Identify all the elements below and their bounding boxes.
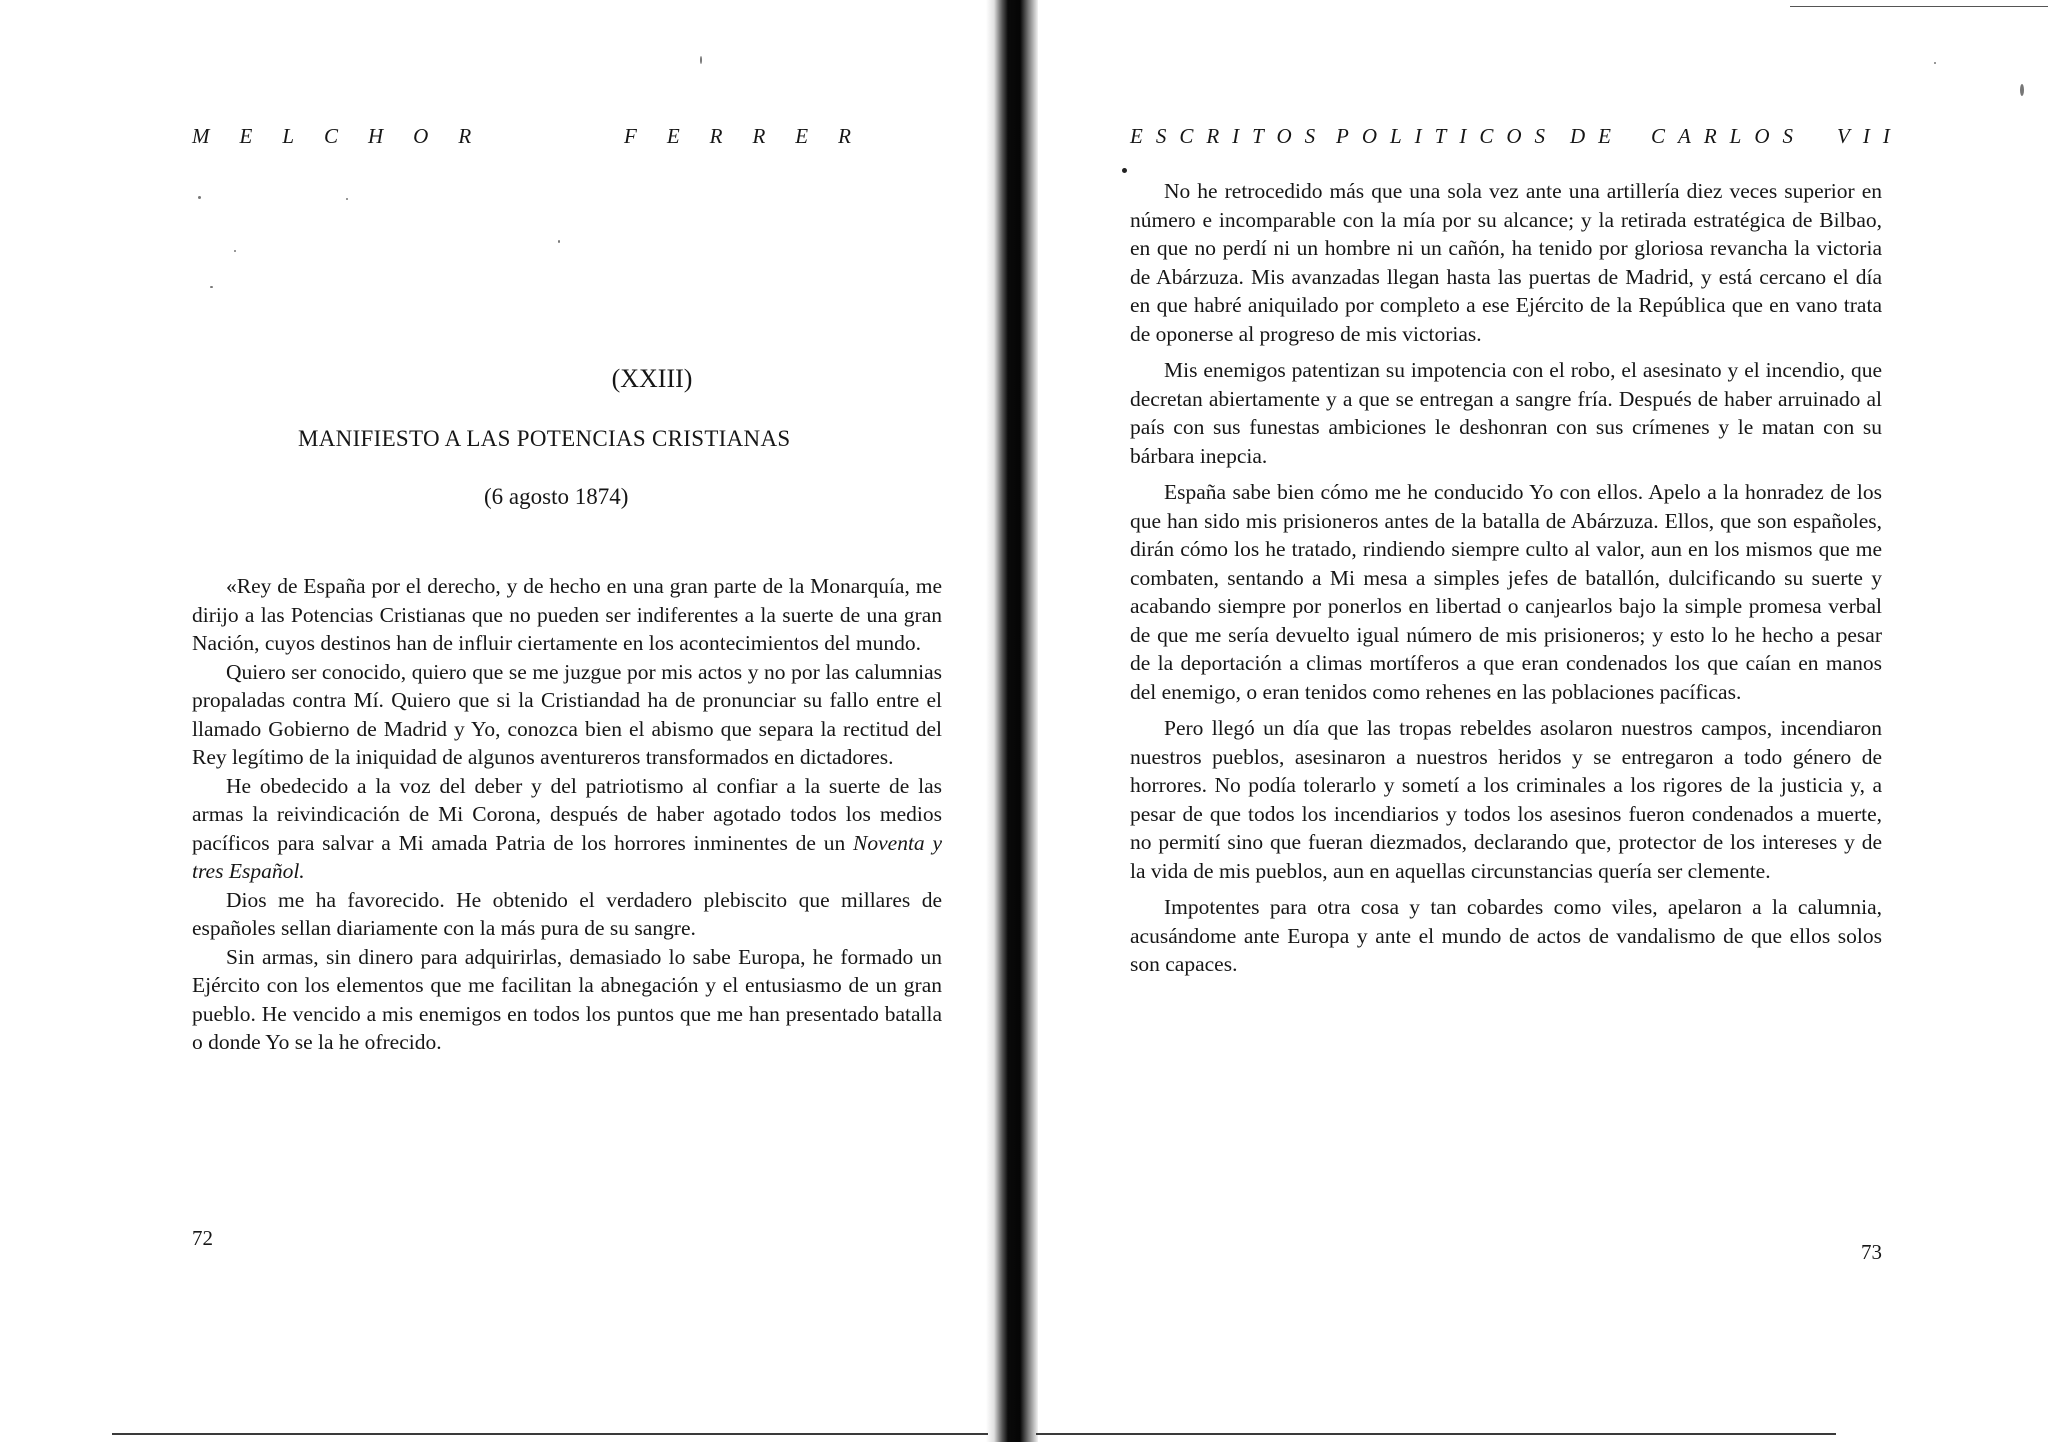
paragraph: España sabe bien cómo me he conducido Yo con ellos. Apelo a la honradez de los que han sido mis prisioneros antes de la batalla de Abárzuza. Ellos, que son españoles, dirán cómo los he tratado, rindiendo siempre culto al valor, aun en los mismos que me combaten, sentando a Mi mesa a simples jefes de batallón, dulcificando su suerte y acabando siempre por ponerlos en libertad o canjearlos bajo la simple promesa verbal de que me sería devuelto igual número de mis prisioneros; y esto lo he hecho a pesar de la deportación a climas mortíferos a que eran condenados los que caían en manos del enemigo, o eran tenidos como rehenes en las poblaciones pacíficas. bbox=[1130, 480, 1882, 704]
right-page bbox=[1130, 0, 1903, 1442]
chapter-number: (XXIII) bbox=[611, 364, 693, 393]
paragraph: Mis enemigos patentizan su impotencia con el robo, el asesinato y el incendio, que decretan abiertamente y a que se entregan a sangre fría. Después de haber arruinado al país con sus funestas ambiciones le deshonran con sus crímenes y le matan con su bárbara inepcia. bbox=[1130, 358, 1882, 468]
book-gutter-shadow bbox=[986, 0, 1038, 1442]
running-head-author-last: FERRER bbox=[624, 124, 881, 148]
paragraph-text: He obedecido a la voz del deber y del patriotismo al confiar a la suerte de las armas la reivindicación de Mi Corona, después de haber agotado todos los medios pacíficos para salvar a Mi amada Patria de los horrores inminentes de un bbox=[192, 773, 942, 855]
scan-speck bbox=[346, 198, 348, 200]
scan-speck bbox=[1122, 168, 1127, 173]
right-running-head bbox=[1130, 124, 1903, 149]
paragraph bbox=[192, 772, 942, 886]
running-head-word: CARLOS bbox=[1651, 124, 1807, 148]
paragraph: Quiero ser conocido, quiero que se me juzgue por mis actos y no por las calumnias propaladas contra Mí. Quiero que si la Cristiandad ha de pronunciar su fallo entre el llamado Gobierno de Madrid y Yo, conozca bien el abismo que separa la rectitud del Rey legítimo de la iniquidad de algunos aventureros transformados en dictadores. bbox=[192, 659, 942, 769]
scan-speck bbox=[700, 56, 702, 64]
paragraph: Impotentes para otra cosa y tan cobardes como viles, apelaron a la calumnia, acusándome ante Europa y ante el mundo de actos de vandalismo de que ellos solos son capaces. bbox=[1130, 895, 1882, 976]
paragraph: No he retrocedido más que una sola vez ante una artillería diez veces superior en número e incomparable con la mía por su alcance; y la retirada estratégica de Bilbao, en que no perdí ni un hombre ni un cañón, ha tenido por gloriosa revancha la victoria de Abárzuza. Mis avanzadas llegan hasta las puertas de Madrid, y está cercano el día en que habré aniquilado por completo a ese Ejército de la República que en vano trata de oponerse al progreso de mis victorias. bbox=[1130, 179, 1882, 346]
chapter-date: (6 agosto 1874) bbox=[484, 484, 629, 509]
scan-speck bbox=[558, 240, 560, 243]
chapter-title: MANIFIESTO A LAS POTENCIAS CRISTIANAS bbox=[298, 426, 791, 451]
left-page bbox=[192, 0, 942, 1442]
scan-speck bbox=[198, 196, 201, 199]
running-head-word: POLITICOS bbox=[1336, 124, 1559, 148]
right-body-text bbox=[1130, 177, 1882, 987]
italic-phrase: Noventa y tres Español. bbox=[192, 830, 942, 883]
left-page-number: 72 bbox=[192, 1226, 213, 1250]
paragraph: Pero llegó un día que las tropas rebeldes asolaron nuestros campos, incendiaron nuestros pueblos, asesinaron a nuestros heridos y se entregaron a todo género de horrores. No podía tolerarlo y sometí a los criminales a los rigores de la justicia y, a pesar de que todos los incendiarios y todos los asesinos fueron condenados a muerte, no permití sino que fueran diezmados, declarando que, protector de los intereses y de la vida de mis pueblos, aun en aquellas circunstancias quería ser clemente. bbox=[1130, 716, 1882, 883]
paragraph: Sin armas, sin dinero para adquirirlas, demasiado lo sabe Europa, he formado un Ejército con los elementos que me facilitan la abnegación y el entusiasmo de un gran pueblo. He vencido a mis enemigos en todos los puntos que me han presentado batalla o donde Yo se la he ofrecido. bbox=[192, 944, 942, 1054]
left-running-head bbox=[192, 124, 942, 149]
scan-speck bbox=[1934, 62, 1936, 64]
paragraph: Dios me ha favorecido. He obtenido el verdadero plebiscito que millares de españoles sellan diariamente con la más pura de su sangre. bbox=[192, 887, 942, 940]
paragraph: «Rey de España por el derecho, y de hecho en una gran parte de la Monarquía, me dirijo a las Potencias Cristianas que no pueden ser indiferentes a la suerte de una gran Nación, cuyos destinos han de influir ciertamente en los acontecimientos del mundo. bbox=[192, 574, 942, 655]
running-head-word: ESCRITOS bbox=[1130, 124, 1329, 148]
left-body-text bbox=[192, 572, 942, 1057]
scan-speck bbox=[2020, 84, 2024, 96]
right-page-number: 73 bbox=[1861, 1240, 1882, 1264]
running-head-word: VII bbox=[1837, 124, 1903, 148]
scan-speck bbox=[234, 250, 236, 252]
running-head-author-first: MELCHOR bbox=[192, 124, 502, 148]
scan-speck bbox=[210, 286, 213, 288]
running-head-word: DE bbox=[1570, 124, 1624, 148]
